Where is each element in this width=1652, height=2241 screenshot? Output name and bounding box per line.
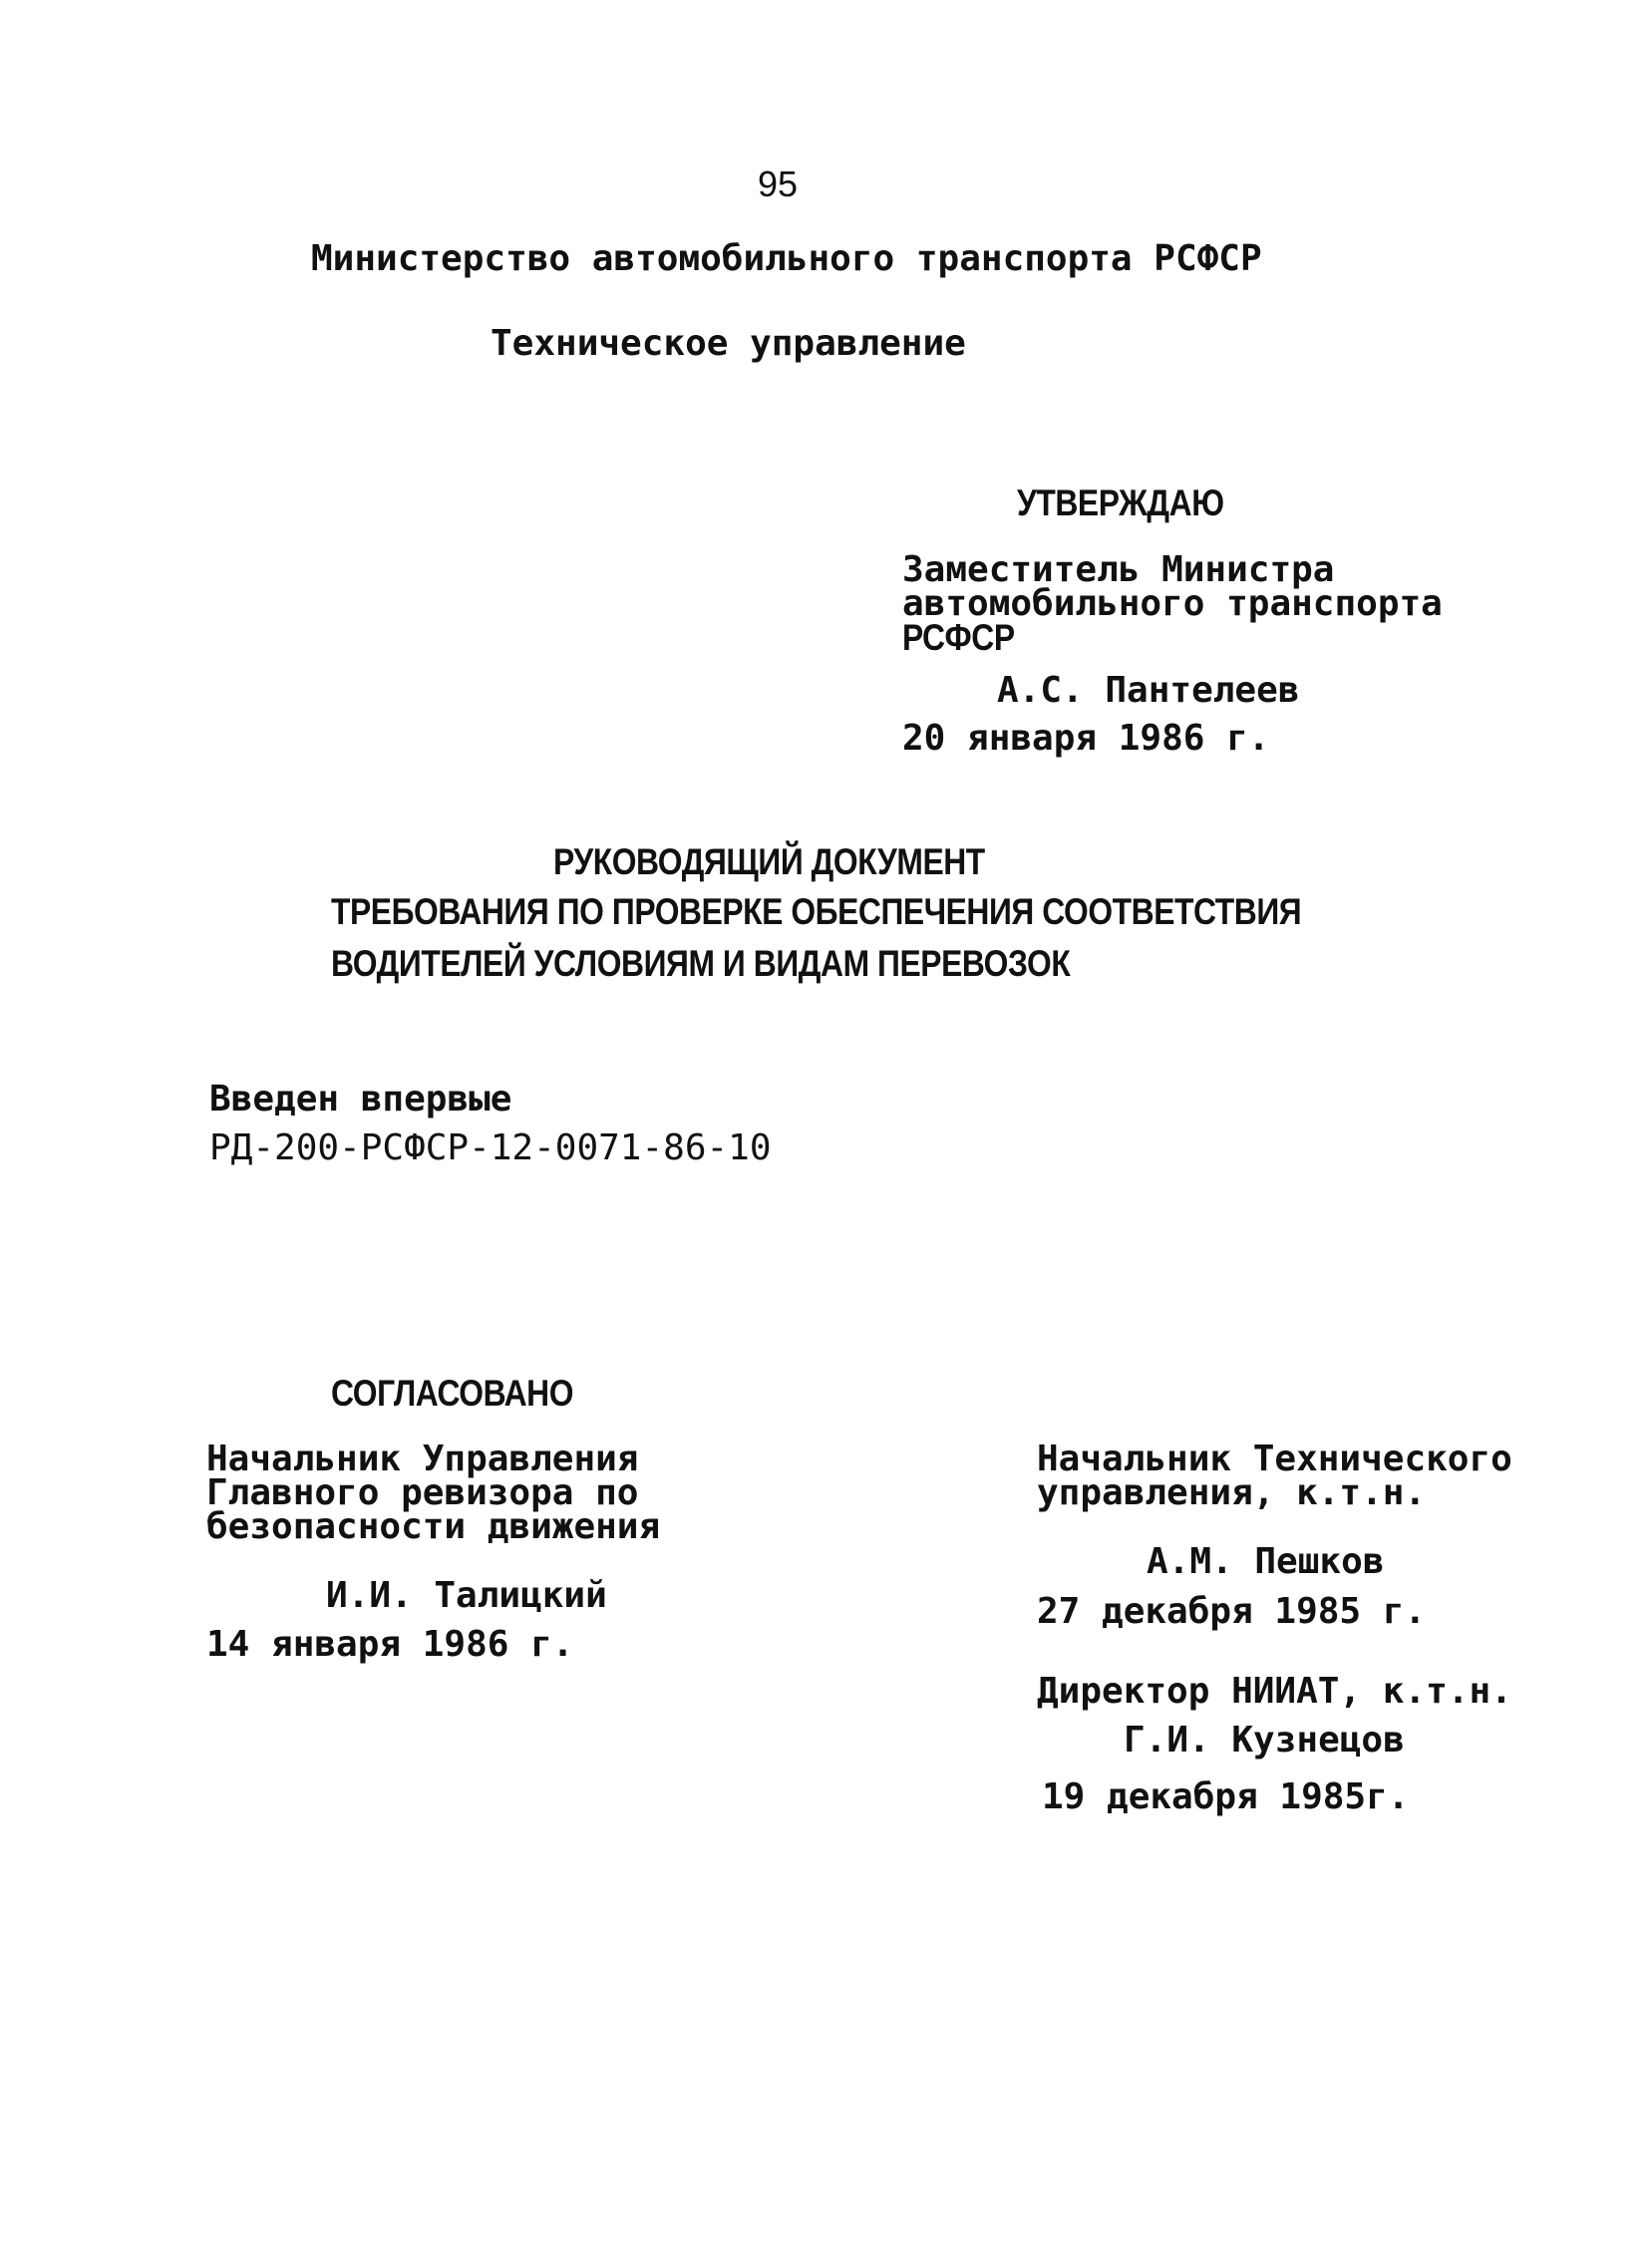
document-title-line-1: ТРЕБОВАНИЯ ПО ПРОВЕРКЕ ОБЕСПЕЧЕНИЯ СООТВЕТСТВИЯ xyxy=(331,891,1302,932)
document-type: РУКОВОДЯЩИЙ ДОКУМЕНТ xyxy=(553,841,985,882)
document-code: РД-200-РСФСР-12-0071-86-10 xyxy=(209,1127,772,1168)
left-signatory-position xyxy=(206,1439,661,1547)
page-number: 95 xyxy=(758,163,799,204)
right-signatory-date: 27 декабря 1985 г. xyxy=(1037,1591,1427,1632)
approval-signatory-name: А.С. Пантелеев xyxy=(997,670,1300,711)
left-position-line-2: Главного ревизора по xyxy=(206,1472,639,1513)
right-position-line-2: управления, к.т.н. xyxy=(1037,1472,1427,1513)
director-position: Директор НИИАТ, к.т.н. xyxy=(1037,1671,1512,1712)
left-position-line-1: Начальник Управления xyxy=(206,1439,639,1479)
right-signatory-position xyxy=(1037,1439,1512,1513)
director-name: Г.И. Кузнецов xyxy=(1124,1720,1405,1761)
director-date: 19 декабря 1985г. xyxy=(1042,1776,1410,1817)
right-position-line-1: Начальник Технического xyxy=(1037,1439,1512,1479)
approval-position-line-3: РСФСР xyxy=(902,617,1015,658)
agreement-label: СОГЛАСОВАНО xyxy=(331,1373,574,1414)
right-signatory-name: А.М. Пешков xyxy=(1147,1541,1385,1582)
approval-position-line-2: автомобильного транспорта xyxy=(902,583,1443,624)
introduced-note: Введен впервые xyxy=(209,1079,512,1120)
left-position-line-3: безопасности движения xyxy=(206,1506,661,1547)
department-name: Техническое управление xyxy=(491,323,966,364)
document-title-line-2: ВОДИТЕЛЕЙ УСЛОВИЯМ И ВИДАМ ПЕРЕВОЗОК xyxy=(331,943,1071,984)
approval-date: 20 января 1986 г. xyxy=(902,718,1270,759)
ministry-name: Министерство автомобильного транспорта РСФСР xyxy=(311,238,1262,279)
approval-position-line-1: Заместитель Министра xyxy=(902,549,1335,590)
left-signatory-name: И.И. Талицкий xyxy=(326,1575,607,1616)
approval-label: УТВЕРЖДАЮ xyxy=(1017,482,1224,523)
left-signatory-date: 14 января 1986 г. xyxy=(206,1624,574,1665)
approval-position xyxy=(902,549,1443,658)
